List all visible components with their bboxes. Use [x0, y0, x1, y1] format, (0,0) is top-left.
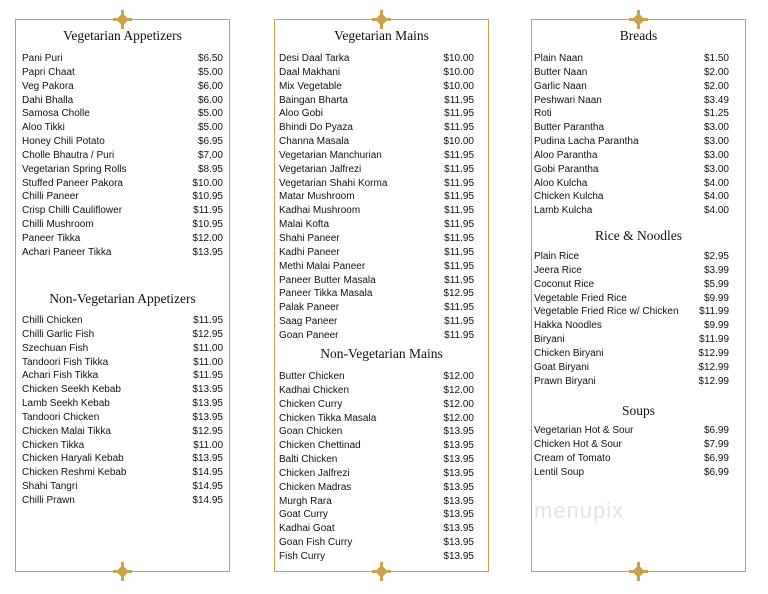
- menu-item-name: Mix Vegetable: [279, 80, 342, 92]
- menu-item: [534, 264, 729, 278]
- menu-item: [279, 481, 474, 495]
- menu-item-price: $10.95: [192, 219, 223, 231]
- diamond-ornament-icon: [375, 13, 388, 26]
- menu-item-price: $6.99: [703, 452, 729, 464]
- menu-item-name: Shahi Tangri: [22, 481, 78, 493]
- menu-item-name: Crisp Chilli Cauliflower: [22, 205, 123, 217]
- menu-item-price: $11.95: [444, 163, 474, 175]
- menu-item: [279, 232, 474, 246]
- menu-list: [532, 52, 745, 218]
- menu-item-price: $14.95: [192, 481, 223, 493]
- menu-item-name: Chicken Jalfrezi: [279, 467, 350, 479]
- menu-item-name: Palak Paneer: [279, 302, 340, 314]
- section-title-rice-noodles: Rice & Noodles: [595, 228, 682, 243]
- menu-item-price: $2.00: [703, 66, 729, 78]
- menu-item-name: Chicken Curry: [279, 398, 343, 410]
- section-title-non-vegetarian-appetizers: Non-Vegetarian Appetizers: [49, 291, 196, 306]
- menu-item-price: $11.95: [193, 370, 223, 382]
- menu-item: [534, 121, 729, 135]
- menu-item-name: Chilli Garlic Fish: [22, 328, 95, 340]
- menu-item-price: $11.00: [193, 342, 223, 354]
- menu-item-name: Aloo Tikki: [22, 122, 65, 134]
- diamond-ornament-icon: [116, 565, 129, 578]
- menu-item: [279, 190, 474, 204]
- menu-item: [279, 66, 474, 80]
- menu-item: [22, 232, 223, 246]
- menu-item-price: $10.00: [192, 177, 223, 189]
- menu-item-name: Saag Paneer: [279, 316, 338, 328]
- menu-item-name: Chicken Reshmi Kebab: [22, 467, 127, 479]
- menu-item-name: Chicken Biryani: [534, 347, 604, 359]
- menu-item-price: $9.99: [703, 320, 729, 332]
- menu-item: [279, 425, 474, 439]
- menu-item-name: Goan Paneer: [279, 329, 339, 341]
- menu-item-price: $11.95: [444, 274, 474, 286]
- menu-item: [534, 107, 729, 121]
- menu-item-name: Malai Kofta: [279, 219, 330, 231]
- menu-item-name: Chicken Haryali Kebab: [22, 453, 124, 465]
- menu-panel-appetizers: [15, 19, 230, 572]
- menu-item-name: Dahi Bhalla: [22, 94, 74, 106]
- menu-item-price: $5.00: [197, 122, 223, 134]
- menu-item: [279, 467, 474, 481]
- menu-item-name: Methi Malai Paneer: [279, 260, 366, 272]
- menu-item-name: Chicken Tikka: [22, 439, 85, 451]
- menu-item-name: Garlic Naan: [534, 80, 587, 92]
- menu-item-price: $14.95: [192, 467, 223, 479]
- menu-item-price: $11.95: [444, 302, 474, 314]
- menu-item: [279, 94, 474, 108]
- menu-item-name: Veg Pakora: [22, 80, 74, 92]
- menu-item: [534, 204, 729, 218]
- menu-item-price: $11.95: [444, 232, 474, 244]
- menu-item: [22, 439, 223, 453]
- menu-item-name: Shahi Paneer: [279, 232, 340, 244]
- menu-item: [534, 190, 729, 204]
- menu-item: [22, 425, 223, 439]
- menu-item-name: Szechuan Fish: [22, 342, 89, 354]
- menu-item: [279, 550, 474, 564]
- menu-item: [22, 314, 223, 328]
- menu-item-name: Chicken Malai Tikka: [22, 425, 111, 437]
- menu-item-price: $13.95: [192, 453, 223, 465]
- menu-item: [279, 495, 474, 509]
- menu-item: [22, 66, 223, 80]
- menu-item: [534, 80, 729, 94]
- menu-item: [279, 412, 474, 426]
- section-title-soups: Soups: [621, 403, 655, 418]
- menu-item-name: Tandoori Fish Tikka: [22, 356, 109, 368]
- menu-item-price: $2.00: [703, 80, 729, 92]
- menu-item-price: $12.99: [698, 375, 729, 387]
- menu-item-name: Goat Biryani: [534, 361, 590, 373]
- menu-item-name: Tandoori Chicken: [22, 411, 100, 423]
- menu-item-name: Bhindi Do Pyaza: [279, 122, 353, 134]
- menu-item: [534, 66, 729, 80]
- diamond-ornament-icon: [632, 13, 645, 26]
- menu-item-price: $12.95: [192, 328, 223, 340]
- menu-item-price: $12.00: [443, 384, 474, 396]
- menu-item-name: Cholle Bhautra / Puri: [22, 149, 115, 161]
- menu-item: [534, 305, 729, 319]
- menu-item-name: Chicken Hot & Sour: [534, 438, 622, 450]
- menu-list: [532, 424, 745, 479]
- menu-item-name: Plain Naan: [534, 53, 583, 64]
- menu-item-name: Chilli Paneer: [22, 191, 79, 203]
- menu-item-price: $13.95: [192, 384, 223, 396]
- menu-item-price: $6.95: [197, 136, 223, 148]
- menu-item: [279, 260, 474, 274]
- menu-item: [534, 319, 729, 333]
- menu-item-name: Lamb Kulcha: [534, 205, 593, 217]
- menu-item-price: $11.00: [193, 356, 223, 368]
- menu-item: [279, 522, 474, 536]
- menu-item-name: Hakka Noodles: [534, 320, 602, 332]
- menu-item-price: $11.99: [699, 334, 729, 346]
- menu-panel-mains: [274, 19, 489, 572]
- menu-item-name: Vegetarian Spring Rolls: [22, 163, 127, 175]
- menu-item-price: $13.95: [443, 523, 474, 535]
- menu-item-price: $10.95: [192, 191, 223, 203]
- menu-item: [534, 163, 729, 177]
- menu-item: [279, 218, 474, 232]
- menu-item-price: $13.95: [192, 398, 223, 410]
- section-title-non-vegetarian-mains: Non-Vegetarian Mains: [320, 346, 443, 361]
- menu-item-price: $11.95: [444, 246, 474, 258]
- menu-item-price: $4.00: [703, 205, 729, 217]
- menu-item-price: $6.50: [197, 53, 223, 64]
- menu-item-name: Vegetarian Manchurian: [279, 149, 382, 161]
- menu-item-price: $3.00: [703, 136, 729, 148]
- menu-item-name: Samosa Cholle: [22, 108, 90, 120]
- menu-item-name: Vegetable Fried Rice w/ Chicken: [534, 306, 679, 318]
- menu-item: [279, 384, 474, 398]
- menu-item-price: $11.95: [444, 316, 474, 328]
- menu-list: [16, 314, 229, 508]
- menu-item-price: $7.99: [703, 438, 729, 450]
- menu-item-name: Goan Fish Curry: [279, 537, 353, 549]
- menu-item-price: $11.95: [444, 205, 474, 217]
- menu-item-price: $13.95: [443, 467, 474, 479]
- menu-item-name: Kadhai Goat: [279, 523, 335, 535]
- menu-item: [279, 52, 474, 66]
- menu-item: [22, 328, 223, 342]
- menu-item: [22, 190, 223, 204]
- menu-item-price: $6.99: [703, 466, 729, 478]
- menu-item: [534, 333, 729, 347]
- menu-item-price: $13.95: [443, 426, 474, 438]
- menu-item-price: $12.95: [443, 288, 474, 300]
- menu-item-price: $3.00: [703, 122, 729, 134]
- menu-item-price: $12.00: [192, 232, 223, 244]
- menu-item-name: Aloo Parantha: [534, 149, 598, 161]
- menu-item-name: Kadhai Chicken: [279, 384, 350, 396]
- menu-item-price: $12.95: [192, 425, 223, 437]
- menu-item-price: $11.00: [193, 439, 223, 451]
- menu-item: [22, 149, 223, 163]
- menu-item: [534, 94, 729, 108]
- menu-item: [22, 204, 223, 218]
- menu-item: [22, 246, 223, 260]
- menu-item-name: Balti Chicken: [279, 454, 338, 466]
- menu-list: [16, 52, 229, 260]
- menu-item-price: $11.99: [699, 306, 729, 318]
- menu-item-name: Cream of Tomato: [534, 452, 611, 464]
- menu-item-price: $11.95: [193, 315, 223, 326]
- menu-item-price: $4.00: [703, 191, 729, 203]
- menu-item-name: Plain Rice: [534, 251, 580, 262]
- menu-item-name: Peshwari Naan: [534, 94, 602, 106]
- menu-item: [22, 107, 223, 121]
- menu-item: [22, 52, 223, 66]
- menu-item-price: $6.99: [703, 425, 729, 436]
- menu-item: [279, 398, 474, 412]
- menu-item-price: $10.00: [443, 66, 474, 78]
- menu-item-name: Stuffed Paneer Pakora: [22, 177, 123, 189]
- menu-item: [279, 80, 474, 94]
- menu-item: [279, 301, 474, 315]
- section-title-vegetarian-appetizers: Vegetarian Appetizers: [63, 28, 182, 43]
- menu-item-name: Vegetarian Jalfrezi: [279, 163, 362, 175]
- menu-item-name: Butter Chicken: [279, 371, 345, 382]
- menu-item-price: $12.99: [698, 361, 729, 373]
- menu-item-price: $1.25: [703, 108, 729, 120]
- menu-list: [532, 250, 745, 388]
- menu-item-price: $3.49: [703, 94, 729, 106]
- section-title-vegetarian-mains: Vegetarian Mains: [334, 28, 429, 43]
- menu-item-price: $13.95: [443, 537, 474, 549]
- menu-item: [22, 383, 223, 397]
- menu-item-name: Coconut Rice: [534, 278, 595, 290]
- menu-item: [279, 439, 474, 453]
- menu-item: [534, 278, 729, 292]
- section-title-breads: Breads: [619, 28, 658, 43]
- menu-item: [22, 218, 223, 232]
- menu-item: [534, 250, 729, 264]
- menu-item-name: Desi Daal Tarka: [279, 53, 350, 64]
- menu-item-name: Vegetarian Hot & Sour: [534, 425, 634, 436]
- menu-item: [22, 94, 223, 108]
- menu-item-name: Achari Fish Tikka: [22, 370, 99, 382]
- menu-item: [279, 287, 474, 301]
- menu-item: [534, 466, 729, 480]
- menu-item-name: Achari Paneer Tikka: [22, 246, 112, 258]
- menu-item-name: Honey Chili Potato: [22, 136, 105, 148]
- menu-item: [534, 361, 729, 375]
- menu-item: [279, 315, 474, 329]
- menu-item-price: $11.95: [444, 94, 474, 106]
- menu-item: [534, 52, 729, 66]
- menu-item: [22, 356, 223, 370]
- menu-item: [534, 149, 729, 163]
- menu-item-name: Papri Chaat: [22, 66, 75, 78]
- menu-item-name: Gobi Parantha: [534, 163, 599, 175]
- menu-item: [22, 452, 223, 466]
- menu-item-name: Pudina Lacha Parantha: [534, 136, 639, 148]
- menu-item-name: Daal Makhani: [279, 66, 341, 78]
- menu-item-price: $12.00: [443, 398, 474, 410]
- menu-item-price: $10.00: [443, 136, 474, 148]
- menu-item-price: $13.95: [443, 509, 474, 521]
- menu-item-price: $11.95: [444, 191, 474, 203]
- menu-item-name: Aloo Kulcha: [534, 177, 588, 189]
- menu-item: [22, 494, 223, 508]
- menu-item-name: Chicken Seekh Kebab: [22, 384, 121, 396]
- menu-item: [534, 438, 729, 452]
- menu-item: [534, 424, 729, 438]
- menu-item-name: Chicken Kulcha: [534, 191, 604, 203]
- menu-item-price: $6.00: [197, 80, 223, 92]
- menu-list: [275, 52, 488, 343]
- menu-item-name: Lentil Soup: [534, 466, 585, 478]
- menu-item-price: $12.00: [443, 371, 474, 382]
- menu-item-price: $10.00: [443, 53, 474, 64]
- menu-item-name: Aloo Gobi: [279, 108, 323, 120]
- menu-item-price: $13.95: [192, 411, 223, 423]
- menu-item: [22, 121, 223, 135]
- menu-item: [279, 135, 474, 149]
- menu-item-price: $3.00: [703, 163, 729, 175]
- menu-item: [279, 508, 474, 522]
- menu-item-name: Vegetable Fried Rice: [534, 292, 627, 304]
- menu-item: [279, 204, 474, 218]
- menu-item-price: $7.00: [197, 149, 223, 161]
- menu-item-name: Vegetarian Shahi Korma: [279, 177, 388, 189]
- menu-item: [22, 397, 223, 411]
- menu-item-price: $5.99: [703, 278, 729, 290]
- menu-item: [279, 274, 474, 288]
- menu-item-name: Paneer Butter Masala: [279, 274, 376, 286]
- menu-item-name: Chilli Chicken: [22, 315, 83, 326]
- menu-item-name: Roti: [534, 108, 552, 120]
- menu-item: [279, 177, 474, 191]
- menu-item: [279, 149, 474, 163]
- menu-item-price: $5.00: [197, 66, 223, 78]
- menu-item: [22, 369, 223, 383]
- menu-item-price: $14.95: [192, 494, 223, 506]
- menu-item: [22, 80, 223, 94]
- menu-item: [279, 329, 474, 343]
- diamond-ornament-icon: [116, 13, 129, 26]
- menu-item-name: Butter Naan: [534, 66, 588, 78]
- menu-item-name: Chicken Madras: [279, 481, 352, 493]
- menu-item-name: Paneer Tikka Masala: [279, 288, 373, 300]
- menu-item-price: $8.95: [197, 163, 223, 175]
- menu-item-name: Prawn Biryani: [534, 375, 596, 387]
- menu-panel-breads-rice-soups: [531, 19, 746, 572]
- menu-item-price: $11.95: [444, 177, 474, 189]
- menu-item-name: Lamb Seekh Kebab: [22, 398, 110, 410]
- menu-item-price: $5.00: [197, 108, 223, 120]
- menu-item-price: $13.95: [443, 495, 474, 507]
- menu-item-price: $12.00: [443, 412, 474, 424]
- menu-item-price: $11.95: [444, 108, 474, 120]
- menu-item-name: Goat Curry: [279, 509, 328, 521]
- menu-item-price: $6.00: [197, 94, 223, 106]
- menu-item: [22, 342, 223, 356]
- menu-item-name: Jeera Rice: [534, 264, 582, 276]
- watermark-logo: menupix: [534, 498, 625, 523]
- menu-item-price: $13.95: [443, 550, 474, 562]
- menu-item-name: Butter Parantha: [534, 122, 605, 134]
- menu-item-price: $13.95: [443, 481, 474, 493]
- diamond-ornament-icon: [632, 565, 645, 578]
- menu-item-name: Murgh Rara: [279, 495, 332, 507]
- menu-item: [22, 480, 223, 494]
- menu-item-name: Biryani: [534, 334, 565, 346]
- menu-item: [534, 452, 729, 466]
- diamond-ornament-icon: [375, 565, 388, 578]
- menu-item: [22, 411, 223, 425]
- menu-item-price: $9.99: [703, 292, 729, 304]
- menu-item: [534, 177, 729, 191]
- menu-item: [22, 135, 223, 149]
- menu-item: [279, 453, 474, 467]
- menu-item: [534, 292, 729, 306]
- menu-item: [279, 121, 474, 135]
- menu-item: [534, 347, 729, 361]
- menu-item-price: $11.95: [444, 149, 474, 161]
- menu-item-name: Kadhi Paneer: [279, 246, 340, 258]
- menu-item: [279, 246, 474, 260]
- menu-item-name: Chicken Chettinad: [279, 440, 361, 452]
- menu-item-price: $3.00: [703, 149, 729, 161]
- menu-item-name: Chilli Prawn: [22, 494, 75, 506]
- menu-item-price: $4.00: [703, 177, 729, 189]
- menu-item-price: $11.95: [444, 260, 474, 272]
- menu-item-price: $11.95: [193, 205, 223, 217]
- menu-item-price: $10.00: [443, 80, 474, 92]
- menu-item: [279, 107, 474, 121]
- menu-item-name: Baingan Bharta: [279, 94, 348, 106]
- menu-item-price: $11.95: [444, 219, 474, 231]
- menu-item-name: Kadhai Mushroom: [279, 205, 361, 217]
- menu-item-name: Chilli Mushroom: [22, 219, 94, 231]
- menu-item-name: Fish Curry: [279, 550, 326, 562]
- menu-item-price: $11.95: [444, 329, 474, 341]
- menu-item: [22, 466, 223, 480]
- menu-item-name: Goan Chicken: [279, 426, 343, 438]
- menu-item-price: $11.95: [444, 122, 474, 134]
- menu-item-price: $3.99: [703, 264, 729, 276]
- menu-item-price: $13.95: [443, 454, 474, 466]
- menu-item: [534, 135, 729, 149]
- menu-item-price: $12.99: [698, 347, 729, 359]
- menu-item-price: $13.95: [192, 246, 223, 258]
- menu-item: [534, 375, 729, 389]
- menu-item-price: $1.50: [703, 53, 729, 64]
- menu-item: [279, 370, 474, 384]
- menu-item-name: Pani Puri: [22, 53, 63, 64]
- menu-item-name: Paneer Tikka: [22, 232, 81, 244]
- menu-item-price: $13.95: [443, 440, 474, 452]
- menu-item-name: Channa Masala: [279, 136, 350, 148]
- menu-item: [279, 536, 474, 550]
- menu-item: [22, 163, 223, 177]
- menu-item: [279, 163, 474, 177]
- menu-item-price: $2.95: [703, 251, 729, 262]
- menu-item-name: Chicken Tikka Masala: [279, 412, 377, 424]
- menu-item-name: Matar Mushroom: [279, 191, 355, 203]
- menu-list: [275, 370, 488, 564]
- menu-item: [22, 177, 223, 191]
